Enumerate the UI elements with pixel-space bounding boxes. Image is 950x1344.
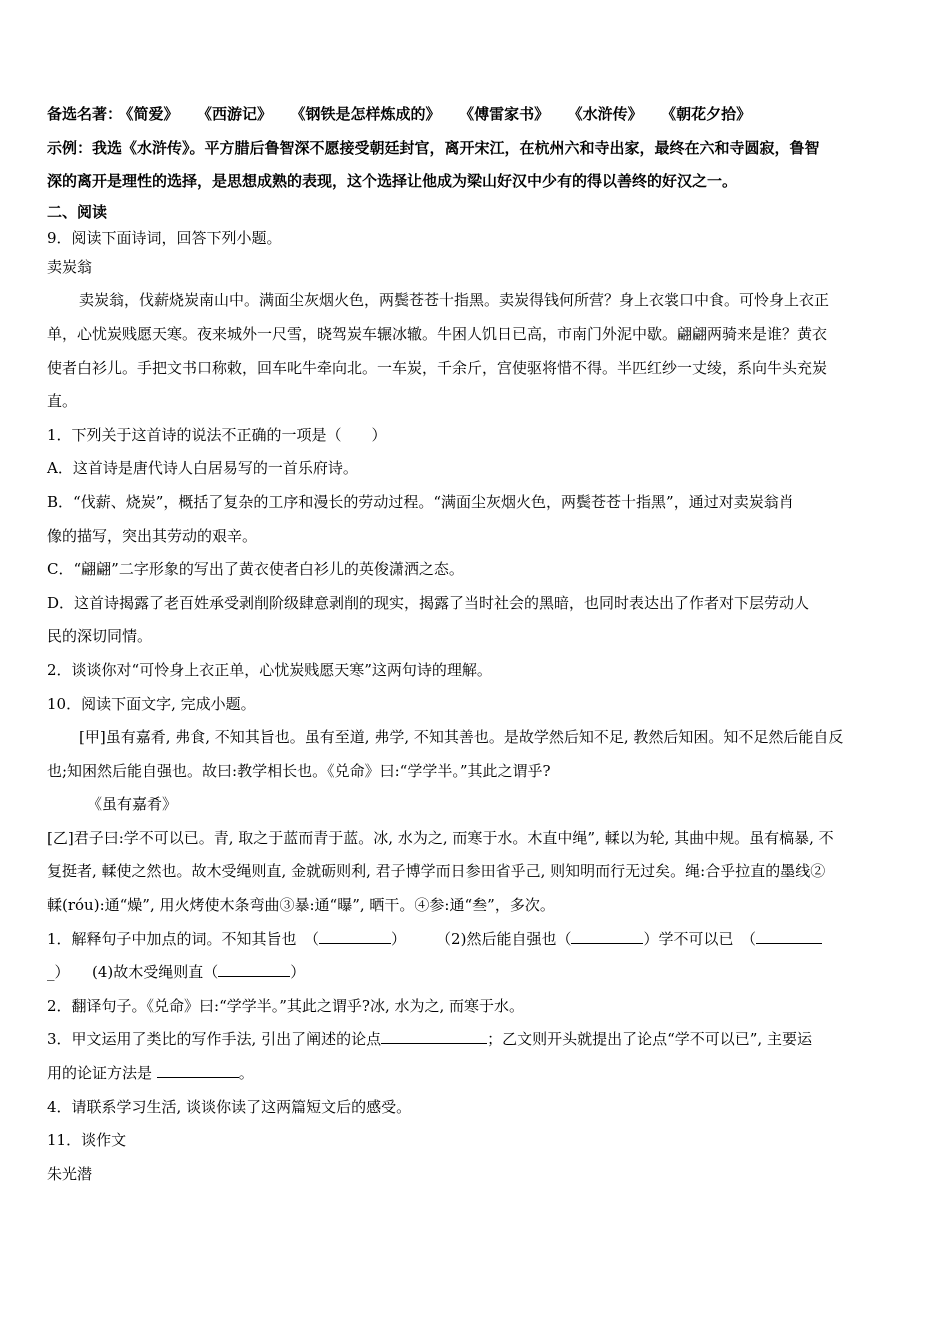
book-item: 《傅雷家书》 (466, 105, 550, 123)
q10-sub3-line1 (47, 1023, 907, 1057)
passage-jia-title: 《虽有嘉肴》 (87, 795, 178, 814)
q9-option-d-line2: 民的深切同情。 (47, 627, 153, 646)
q10-sub3-line2 (47, 1057, 907, 1091)
q11-intro: 11．谈作文 (47, 1131, 127, 1150)
q9-option-a: A．这首诗是唐代诗人白居易写的一首乐府诗。 (47, 459, 358, 478)
example-line-2: 深的离开是理性的选择，是思想成熟的表现，这个选择让他成为梁山好汉中少有的得以善终的好汉之一。 (47, 172, 738, 191)
q11-author: 朱光潜 (47, 1164, 93, 1183)
q9-sub2: 2．谈谈你对“可怜身上衣正单，心忧炭贱愿天寒”这两句诗的理解。 (47, 660, 492, 679)
book-item: 《简爱》 (126, 105, 179, 123)
q10-sub2: 2．翻译句子。《兑命》曰:“学学半。”其此之谓乎?冰, 水为之, 而寒于水。 (47, 996, 525, 1015)
poem-line: 卖炭翁，伐薪烧炭南山中。满面尘灰烟火色，两鬓苍苍十指黑。卖炭得钱何所营？身上衣裳口中食。可怜身上衣正 (79, 291, 830, 310)
q10-sub4: 4．请联系学习生活, 谈谈你读了这两篇短文后的感受。 (47, 1097, 412, 1116)
q10-sub1-line1 (47, 923, 907, 957)
q9-option-b-line1: B．“伐薪、烧炭”，概括了复杂的工序和漫长的劳动过程。“满面尘灰烟火色，两鬓苍苍十指黑”，通过对卖炭翁肖 (47, 492, 794, 511)
passage-yi-line1: [乙]君子曰:学不可以已。青, 取之于蓝而青于蓝。冰, 水为之, 而寒于水。木直中绳”, 輮以为轮, 其曲中规。虽有槁暴, 不 (47, 828, 834, 847)
passage-jia-line2: 也;知困然后能自强也。故曰:教学相长也。《兑命》曰:“学学半。”其此之谓乎? (47, 761, 551, 780)
q10-intro: 10．阅读下面文字, 完成小题。 (47, 694, 256, 713)
answer-blank[interactable] (756, 927, 822, 944)
book-item: 《水浒传》 (575, 105, 643, 123)
example-line-1: 示例：我选《水浒传》。平方腊后鲁智深不愿接受朝廷封官，离开宋江，在杭州六和寺出家，最终在六和寺圆寂，鲁智 (47, 138, 820, 157)
q9-option-c: C．“翩翩”二字形象的写出了黄衣使者白衫儿的英俊潇洒之态。 (47, 560, 464, 579)
q10-sub3-text: 用的论证方法是 (47, 1064, 157, 1083)
poem-line: 直。 (47, 392, 78, 411)
q10-sub3-text: 3．甲文运用了类比的写作手法, 引出了阐述的论点 (47, 1030, 382, 1049)
passage-yi-line2: 复挺者, 輮使之然也。故木受绳则直, 金就砺则利, 君子博学而日参田省乎己, 则知明而行无过矣。绳:合乎拉直的墨线② (47, 862, 826, 881)
q10-sub3-text: ；乙文则开头就提出了论点“学不可以已”, 主要运 (487, 1030, 812, 1049)
poem-title: 卖炭翁 (47, 257, 93, 276)
q9-intro: 9．阅读下面诗词，回答下列小题。 (47, 228, 282, 247)
q10-sub1-text: _） (4)故木受绳则直（ (47, 963, 219, 982)
answer-blank[interactable] (218, 960, 290, 977)
book-options (47, 98, 907, 132)
book-item: 《西游记》 (204, 105, 273, 123)
answer-blank[interactable] (381, 1027, 487, 1044)
q9-option-b-line2: 像的描写，突出其劳动的艰辛。 (47, 526, 258, 545)
q10-sub1-text: ） (290, 963, 306, 982)
q9-option-d-line1: D．这首诗揭露了老百姓承受剥削阶级肆意剥削的现实，揭露了当时社会的黑暗，也同时表达出了作者对下层劳动人 (47, 593, 810, 612)
q10-sub1-text: ）学不可以已 （ (643, 929, 756, 948)
book-item: 《朝花夕拾》 (668, 105, 752, 123)
q10-sub1-text: ） （2)然后能自强也（ (391, 929, 572, 948)
book-options-label: 备选名著： (47, 105, 123, 123)
passage-yi-line3: 輮(róu):通“燥”, 用火烤使木条弯曲③暴:通“曝”, 晒干。④参:通“叁”，多次。 (47, 896, 555, 915)
answer-blank[interactable] (571, 927, 643, 944)
section-heading-reading: 二、阅读 (47, 202, 108, 221)
poem-line: 单，心忧炭贱愿天寒。夜来城外一尺雪，晓驾炭车辗冰辙。牛困人饥日已高，市南门外泥中歇。翩翩两骑来是谁？黄衣 (47, 324, 828, 343)
book-item: 《钢铁是怎样炼成的》 (298, 105, 441, 123)
passage-jia-line1: [甲]虽有嘉肴, 弗食, 不知其旨也。虽有至道, 弗学, 不知其善也。是故学然后知不足, 教然后知困。知不足然后能自反 (79, 728, 844, 747)
q9-sub1: 1．下列关于这首诗的说法不正确的一项是（ ） (47, 425, 387, 444)
answer-blank[interactable] (319, 927, 391, 944)
answer-blank[interactable] (157, 1061, 239, 1078)
poem-line: 使者白衫儿。手把文书口称敕，回车叱牛牵向北。一车炭，千余斤，宫使驱将惜不得。半匹红纱一丈绫，系向牛头充炭 (47, 358, 828, 377)
q10-sub3-text: 。 (238, 1064, 254, 1083)
document-page (47, 98, 907, 1191)
q10-sub1-text: 1．解释句子中加点的词。不知其旨也 （ (47, 929, 320, 948)
q10-sub1-line2 (47, 956, 907, 990)
